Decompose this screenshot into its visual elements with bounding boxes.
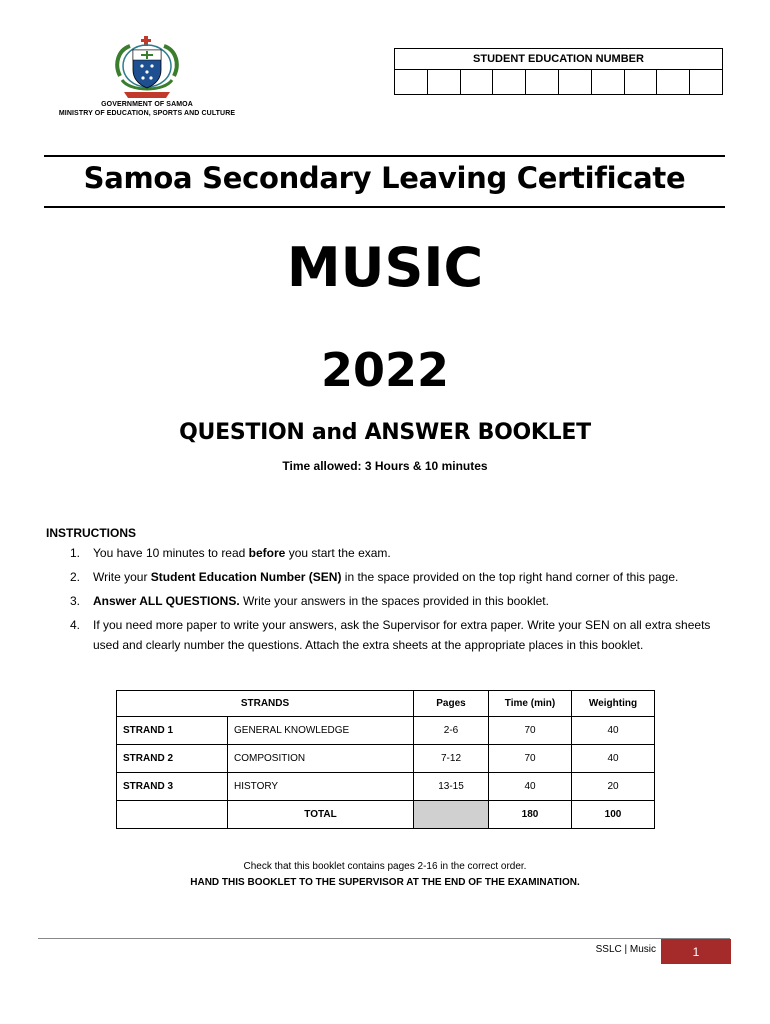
- strand-name: HISTORY: [228, 773, 414, 801]
- strand-time: 70: [489, 745, 572, 773]
- subject-title: MUSIC: [286, 236, 484, 299]
- instruction-emphasis: Answer ALL QUESTIONS.: [93, 594, 240, 608]
- strand-pages: 13-15: [414, 773, 489, 801]
- header-time: Time (min): [489, 691, 572, 717]
- header-strands: STRANDS: [117, 691, 414, 717]
- strand-name: GENERAL KNOWLEDGE: [228, 717, 414, 745]
- header-weighting: Weighting: [572, 691, 655, 717]
- strands-table: [116, 690, 655, 829]
- strand-time: 70: [489, 717, 572, 745]
- certificate-title: Samoa Secondary Leaving Certificate: [83, 161, 686, 195]
- instruction-text: you start the exam.: [285, 546, 391, 560]
- title-rule-bottom: [44, 206, 725, 208]
- instruction-number: 1.: [70, 546, 81, 560]
- total-pages-shaded: [414, 801, 489, 829]
- table-header-row: [117, 691, 655, 717]
- total-time: 180: [489, 801, 572, 829]
- strand-weighting: 40: [572, 717, 655, 745]
- sen-cell[interactable]: [461, 70, 494, 95]
- instruction-item: [46, 615, 736, 655]
- sen-title: STUDENT EDUCATION NUMBER: [395, 49, 722, 70]
- strand-id: STRAND 1: [117, 717, 228, 745]
- strand-name: COMPOSITION: [228, 745, 414, 773]
- instruction-text: Write your: [93, 570, 151, 584]
- footer-rule: [38, 938, 730, 939]
- instruction-number: 4.: [70, 618, 81, 632]
- strand-id: STRAND 3: [117, 773, 228, 801]
- strand-time: 40: [489, 773, 572, 801]
- sen-cells: [395, 70, 722, 95]
- instruction-text: If you need more paper to write your answers, ask the Supervisor for extra paper. Write your SEN on all extra sheets used and clearly number the questions. Attach the extra sheets at the appropriate places in this booklet.: [93, 618, 711, 652]
- instruction-emphasis: before: [248, 546, 286, 560]
- sen-cell[interactable]: [395, 70, 428, 95]
- page-check-note: Check that this booklet contains pages 2-16 in the correct order.: [243, 861, 527, 872]
- student-education-number-box: [394, 48, 723, 95]
- sen-cell[interactable]: [592, 70, 625, 95]
- footer-label: SSLC | Music: [595, 944, 656, 955]
- exam-year: 2022: [320, 343, 450, 397]
- strand-weighting: 40: [572, 745, 655, 773]
- instruction-number: 2.: [70, 570, 81, 584]
- instruction-item: [46, 567, 736, 587]
- strand-id: STRAND 2: [117, 745, 228, 773]
- total-empty-cell: [117, 801, 228, 829]
- table-total-row: [117, 801, 655, 829]
- time-allowed: Time allowed: 3 Hours & 10 minutes: [282, 459, 488, 473]
- total-weighting: 100: [572, 801, 655, 829]
- government-name: GOVERNMENT OF SAMOA: [101, 101, 193, 108]
- sen-cell[interactable]: [493, 70, 526, 95]
- header-pages: Pages: [414, 691, 489, 717]
- instruction-emphasis: Student Education Number (SEN): [150, 570, 342, 584]
- table-row: [117, 773, 655, 801]
- instruction-text: in the space provided on the top right hand corner of this page.: [341, 570, 679, 584]
- sen-cell[interactable]: [428, 70, 461, 95]
- sen-cell[interactable]: [526, 70, 559, 95]
- instruction-item: [46, 543, 736, 563]
- strand-pages: 2-6: [414, 717, 489, 745]
- instruction-number: 3.: [70, 594, 81, 608]
- instructions-list: [46, 543, 736, 659]
- page-number: 1: [661, 939, 731, 964]
- sen-cell[interactable]: [657, 70, 690, 95]
- instruction-item: [46, 591, 736, 611]
- sen-cell[interactable]: [625, 70, 658, 95]
- sen-cell[interactable]: [559, 70, 592, 95]
- table-row: [117, 745, 655, 773]
- samoa-coat-of-arms-emblem: [108, 36, 186, 100]
- title-rule-top: [44, 155, 725, 157]
- total-label: TOTAL: [228, 801, 414, 829]
- strand-weighting: 20: [572, 773, 655, 801]
- strand-pages: 7-12: [414, 745, 489, 773]
- table-row: [117, 717, 655, 745]
- instruction-text: You have 10 minutes to read: [93, 546, 249, 560]
- booklet-title: QUESTION and ANSWER BOOKLET: [179, 420, 591, 445]
- instruction-text: Write your answers in the spaces provided in this booklet.: [239, 594, 549, 608]
- ministry-name: MINISTRY OF EDUCATION, SPORTS AND CULTURE: [58, 110, 236, 117]
- sen-cell[interactable]: [690, 70, 722, 95]
- instructions-heading: INSTRUCTIONS: [46, 526, 136, 540]
- hand-in-note: HAND THIS BOOKLET TO THE SUPERVISOR AT THE END OF THE EXAMINATION.: [190, 877, 580, 888]
